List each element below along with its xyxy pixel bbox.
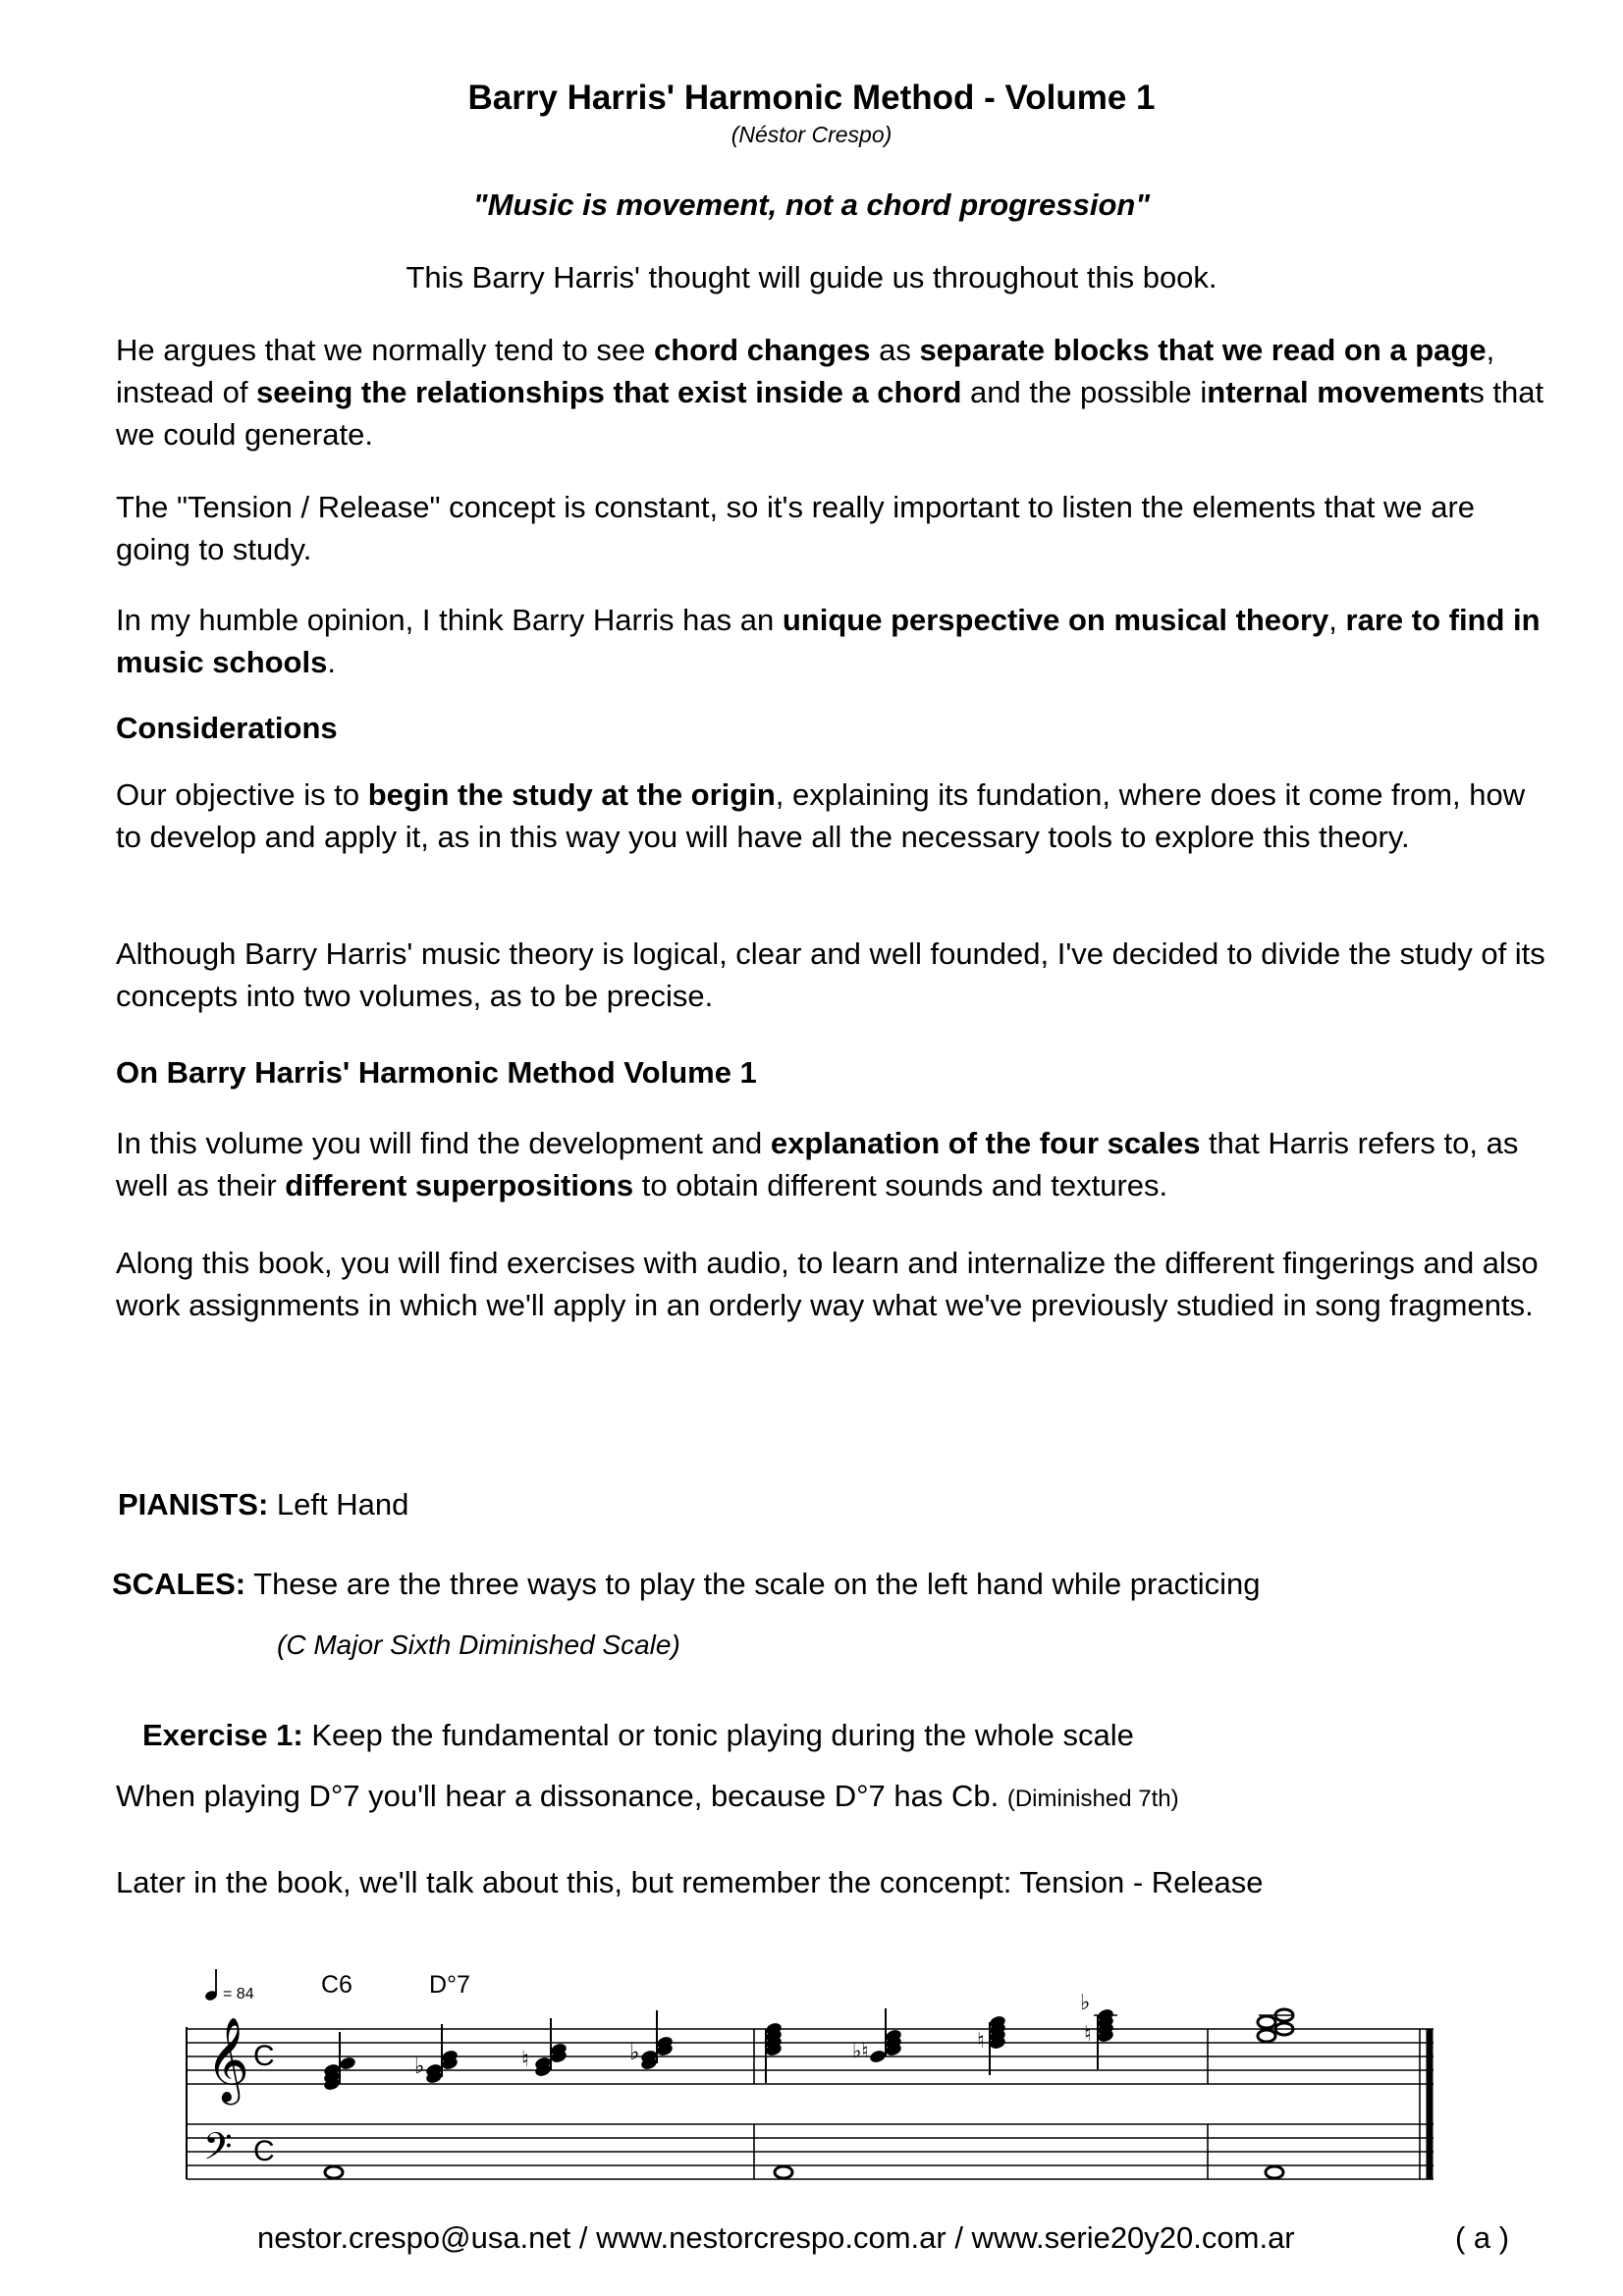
chord-5 xyxy=(765,2021,784,2083)
epigraph-quote: "Music is movement, not a chord progression" xyxy=(472,187,1151,222)
text-span: He argues that we normally tend to see xyxy=(116,333,654,367)
chord-3 xyxy=(521,2018,568,2078)
scales-label: SCALES: xyxy=(112,1567,246,1601)
paragraph-four-scales xyxy=(116,1122,1549,1206)
natural-icon: ♮ xyxy=(521,2047,529,2071)
bold-span: begin the study at the origin xyxy=(367,777,776,812)
natural-icon: ♮ xyxy=(977,2028,985,2053)
exercise-line xyxy=(142,1718,1134,1753)
chord-9 xyxy=(1258,2009,1294,2042)
bass-clef-icon: 𝄢 xyxy=(203,2125,233,2176)
exercise-label: Exercise 1: xyxy=(142,1718,303,1752)
bold-span: chord changes xyxy=(653,333,871,367)
page-number: ( a ) xyxy=(1455,2220,1510,2255)
text-span: , xyxy=(1328,603,1346,637)
flat-icon: ♭ xyxy=(414,2054,425,2078)
scale-name: (C Major Sixth Diminished Scale) xyxy=(277,1629,680,1660)
chord-7 xyxy=(977,2014,1006,2075)
pianists-label: PIANISTS: xyxy=(118,1487,269,1522)
pianists-line xyxy=(118,1487,408,1522)
tempo-marking xyxy=(204,1969,254,2002)
paragraph-objective xyxy=(116,774,1549,858)
chord-8 xyxy=(1080,1990,1117,2069)
chord-label-d-dim7: D°7 xyxy=(429,1971,470,1999)
chord-label-c6: C6 xyxy=(321,1971,352,1999)
tempo-value: = 84 xyxy=(223,1986,254,2002)
bold-span: rare to find in music schools xyxy=(116,603,1541,679)
dissonance-line xyxy=(116,1779,1179,1814)
flat-icon: ♭ xyxy=(1080,1990,1091,2014)
chord-2 xyxy=(414,2024,459,2085)
paragraph-tension-release: The "Tension / Release" concept is constant, so it's really important to listen the elements that we are going to study. xyxy=(116,490,1476,566)
bold-span: different superpositions xyxy=(285,1168,634,1202)
scales-line xyxy=(112,1567,1260,1602)
music-score xyxy=(0,1953,1623,2189)
text-span: Our objective is to xyxy=(116,777,368,812)
bold-span: nternal movement xyxy=(1207,375,1470,409)
considerations-heading: Considerations xyxy=(116,711,338,745)
treble-staff xyxy=(187,2029,1434,2084)
text-span: , instead of xyxy=(116,333,1495,409)
treble-time-signature: C xyxy=(253,2040,275,2072)
bass-staff xyxy=(187,2124,1434,2179)
bass-notes xyxy=(325,2166,1283,2178)
chord-4 xyxy=(629,2010,674,2071)
bold-span: unique perspective on musical theory xyxy=(782,603,1329,637)
flat-icon: ♭ xyxy=(629,2040,640,2064)
text-span: Keep the fundamental or tonic playing during the whole scale xyxy=(302,1718,1134,1752)
text-span: s that we could generate. xyxy=(116,375,1544,452)
bold-span: explanation of the four scales xyxy=(770,1126,1201,1160)
tension-release-line: Later in the book, we'll talk about this, but remember the concenpt: Tension - Release xyxy=(116,1865,1264,1899)
treble-clef-icon: 𝄞 xyxy=(206,2018,249,2100)
text-span: Left Hand xyxy=(268,1487,409,1522)
document-title: Barry Harris' Harmonic Method - Volume 1 xyxy=(467,79,1156,117)
natural-icon: ♮ xyxy=(1084,2021,1092,2046)
text-span: When playing D°7 you'll hear a dissonance, because D°7 has Cb. xyxy=(116,1779,1007,1813)
bold-span: separate blocks that we read on a page xyxy=(919,333,1487,367)
text-span: and the possible i xyxy=(961,375,1208,409)
footer-links: nestor.crespo@usa.net / www.nestorcrespo.com.ar / www.serie20y20.com.ar xyxy=(257,2220,1295,2255)
volume-heading: On Barry Harris' Harmonic Method Volume 1 xyxy=(116,1055,757,1090)
paragraph-opinion xyxy=(116,599,1549,683)
chord-1 xyxy=(323,2032,357,2092)
document-author: (Néstor Crespo) xyxy=(730,122,893,147)
bold-span: seeing the relationships that exist inside a chord xyxy=(256,375,962,409)
paragraph-exercises: Along this book, you will find exercises with audio, to learn and internalize the different fingerings and also work assignments in which we'll apply in an orderly way what we've previously studied in song fragments. xyxy=(116,1246,1539,1322)
text-span: , explaining its fundation, where does it come from, how to develop and apply it, as in this way you will have all the necessary tools to explore this theory. xyxy=(116,777,1526,854)
text-span: In my humble opinion, I think Barry Harris has an xyxy=(116,603,783,637)
text-span: These are the three ways to play the scale on the left hand while practicing xyxy=(245,1567,1261,1601)
paragraph-chord-changes xyxy=(116,329,1549,455)
text-span: that Harris refers to, as well as their xyxy=(116,1126,1519,1202)
bass-time-signature: C xyxy=(253,2135,275,2167)
text-span: In this volume you will find the development and xyxy=(116,1126,771,1160)
paragraph-two-volumes: Although Barry Harris' music theory is logical, clear and well founded, I've decided to divide the study of its concepts into two volumes, as to be precise. xyxy=(116,936,1545,1013)
intro-sentence: This Barry Harris' thought will guide us throughout this book. xyxy=(406,260,1217,294)
text-span: to obtain different sounds and textures. xyxy=(633,1168,1168,1202)
text-span: as xyxy=(870,333,920,367)
text-span: . xyxy=(327,645,336,679)
small-note: (Diminished 7th) xyxy=(1006,1786,1179,1812)
accidentals-icon: ♭♮ xyxy=(852,2041,869,2062)
